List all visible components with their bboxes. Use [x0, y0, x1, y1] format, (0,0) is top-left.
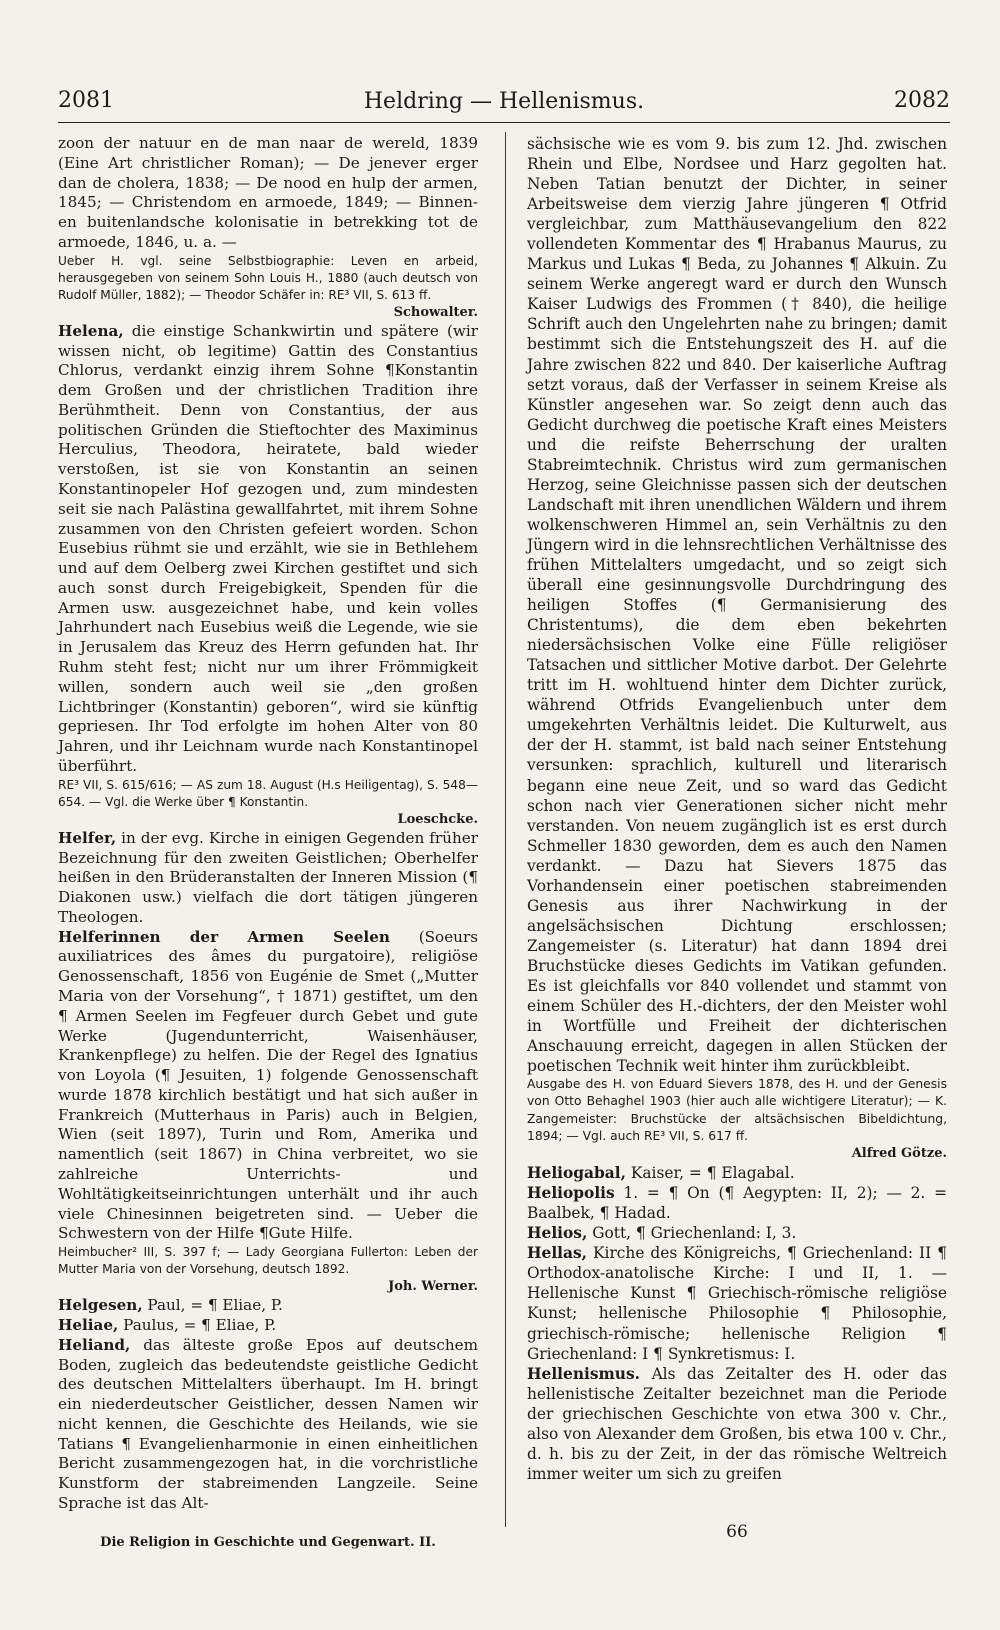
- bibliography-note: Heimbucher² III, S. 397 f; — Lady Georgiana Fullerton: Leben der Mutter Maria von der Vorsehung, deutsch 1892.: [58, 1245, 478, 1277]
- bibliography-note: RE³ VII, S. 615/616; — AS zum 18. August (H.s Heiligentag), S. 548—654. — Vgl. die Werke über ¶ Konstantin.: [58, 777, 478, 809]
- page-number-left: 2081: [58, 88, 114, 113]
- entry-text: 1. = ¶ On (¶ Aegypten: II, 2); — 2. = Baalbek, ¶ Hadad.: [527, 1184, 947, 1223]
- entry-headword: Heliopolis: [527, 1184, 615, 1203]
- entry-text: in der evg. Kirche in einigen Gegenden früher Bezeichnung für den zweiten Geistlichen; Oberhelfer heißen in den Brüderanstalten der Inneren Mission (¶ Diakonen usw.) vielfach die dort tätigen jüngeren Theologen.: [58, 828, 478, 926]
- column-divider: [505, 132, 506, 1527]
- body-text: zoon der natuur en de man naar de wereld, 1839 (Eine Art christlicher Roman); — De jenever erger dan de cholera, 1838; — De nood en hulp der armen, 1845; — Christendom en armoede, 1849; — Binnen- en buitenlandsche kolonisatie in betrekking tot de armoede, 1846, u. a. —: [58, 134, 478, 251]
- author-signature: Alfred Götze.: [851, 1146, 947, 1162]
- bibliography-note: Ueber H. vgl. seine Selbstbiographie: Leven en arbeid, herausgegeben von seinem Sohn Louis H., 1880 (auch deutsch von Rudolf Müller, 1882); — Theodor Schäfer in: RE³ VII, S. 613 ff.: [58, 253, 478, 302]
- author-signature: Loeschcke.: [397, 811, 478, 827]
- entry-headword: Helferinnen der Armen Seelen: [58, 927, 390, 946]
- page-header: [58, 88, 950, 123]
- right-column: [527, 134, 947, 1484]
- entry-text: das älteste große Epos auf deutschem Boden, zugleich das bedeutendste geistliche Gedicht des deutschen Mittelalters überhaupt. Im H. bringt ein niederdeutscher Geistlicher, dessen Namen wir nicht kennen, die Geschichte des Heilands, wie sie Tatians ¶ Evangelienharmonie in einen einheitlichen Bericht zusammengezogen hat, in die vorchristliche Kunstform der stabreimenden Langzeile. Seine Sprache ist das Alt-: [58, 1335, 478, 1512]
- entry-text: Gott, ¶ Griechenland: I, 3.: [587, 1224, 797, 1243]
- lexicon-entry: [58, 928, 478, 1245]
- entry-text: Paul, = ¶ Eliae, P.: [142, 1296, 283, 1315]
- entry-text: Paulus, = ¶ Eliae, P.: [118, 1315, 277, 1334]
- entry-text: Kirche des Königreichs, ¶ Griechenland: II ¶ Orthodox-anatolische Kirche: I und II, 1. — Hellenische Kunst ¶ Griechisch-römische religiöse Kunst; hellenische Philosophie ¶ Philosophie, griechisch-römische; hellenische Religion ¶ Griechenland: I ¶ Synkretismus: I.: [527, 1244, 947, 1363]
- entry-headword: Helios,: [527, 1224, 588, 1243]
- entry-headword: Hellenismus.: [527, 1364, 641, 1383]
- entry-text: Kaiser, = ¶ Elagabal.: [625, 1164, 795, 1183]
- entry-headword: Helgesen,: [58, 1296, 143, 1315]
- author-signature: Joh. Werner.: [388, 1279, 478, 1295]
- footer-running-title: Die Religion in Geschichte und Gegenwart. II.: [100, 1535, 436, 1550]
- entry-text: Als das Zeitalter des H. oder das hellenistische Zeitalter bezeichnet man die Periode der griechischen Geschichte von etwa 300 v. Chr., also von Alexander dem Großen, bis etwa 100 v. Chr., d. h. bis zu der Zeit, in der das römische Weltreich immer weiter um sich zu greifen: [527, 1364, 947, 1483]
- bibliography-note: Ausgabe des H. von Eduard Sievers 1878, des H. und der Genesis von Otto Behaghel 1903 (hier auch alle wichtigere Literatur); — K. Zangemeister: Bruchstücke der altsächsischen Bibeldichtung, 1894; — Vgl. auch RE³ VII, S. 617 ff.: [527, 1077, 947, 1143]
- lexicon-entry: [58, 1296, 478, 1316]
- entry-headword: Heliae,: [58, 1315, 119, 1334]
- lexicon-entry: [527, 1243, 947, 1363]
- sheet-number: 66: [726, 1522, 748, 1542]
- lexicon-entry: [58, 322, 478, 777]
- entry-text: die einstige Schankwirtin und spätere (wir wissen nicht, ob legitime) Gattin des Constantius Chlorus, verdankt einzig ihrem Sohne ¶Konstantin dem Großen und der christlichen Tradition ihre Berühmtheit. Denn von Constantius, der aus politischen Gründen die Stieftochter des Maximinus Herculius, Theodora, heiratete, bald wieder verstoßen, ist sie von Konstantin an seinen Konstantinopeler Hof gezogen und, zum mindesten seit sie nach Palästina gewallfahrtet, mit ihrem Sohne zusammen von den Christen gefeiert worden. Schon Eusebius rühmt sie und erzählt, wie sie in Bethlehem und auf dem Oelberg zwei Kirchen gestiftet und sich auch sonst durch Freigebigkeit, Spenden für die Armen usw. ausgezeichnet habe, und kein volles Jahrhundert nach Eusebius weiß die Legende, wie sie in Jerusalem das Kreuz des Herrn gefunden hat. Ihr Ruhm steht fest; nicht nur um ihrer Frömmigkeit willen, sondern auch weil sie „den großen Lichtbringer (Konstantin) geboren“, wird sie künftig gepriesen. Ihr Tod erfolgte im hohen Alter von 80 Jahren, und ihr Leichnam wurde nach Konstantinopel überführt.: [58, 321, 478, 775]
- entry-headword: Helfer,: [58, 828, 117, 847]
- lexicon-entry: [58, 1336, 478, 1514]
- lexicon-entry: [527, 1183, 947, 1223]
- lexicon-entry: [527, 1364, 947, 1484]
- page-number-right: 2082: [894, 88, 950, 113]
- lexicon-entry: [527, 1223, 947, 1243]
- lexicon-entry: [58, 1316, 478, 1336]
- lexicon-entry: [527, 1163, 947, 1183]
- lexicon-entry: [58, 829, 478, 928]
- entry-headword: Helena,: [58, 321, 124, 340]
- entry-headword: Heliand,: [58, 1335, 131, 1354]
- entry-text: (Soeurs auxiliatrices des âmes du purgatoire), religiöse Genossenschaft, 1856 von Eugénie de Smet („Mutter Maria von der Vorsehung“, † 1871) gestiftet, um den ¶ Armen Seelen im Fegfeuer durch Gebet und gute Werke (Jugendunterricht, Waisenhäuser, Krankenpflege) zu helfen. Die der Regel des Ignatius von Loyola (¶ Jesuiten, 1) folgende Genossenschaft wurde 1878 kirchlich bestätigt und hat sich außer in Frankreich (Mutterhaus in Paris) auch in Belgien, Wien (seit 1897), Turin und Rom, Amerika und namentlich (seit 1867) in China verbreitet, wo sie zahlreiche Unterrichts- und Wohltätigkeitseinrichtungen unterhält und ihr auch viele Chinesinnen beigetreten sind. — Ueber die Schwestern von der Hilfe ¶Gute Hilfe.: [58, 927, 479, 1243]
- body-text: sächsische wie es vom 9. bis zum 12. Jhd. zwischen Rhein und Elbe, Nordsee und Harz gegolten hat. Neben Tatian benutzt der Dichter, in seiner Arbeitsweise dem vierzig Jahre jüngeren ¶ Otfrid vergleichbar, zum Matthäusevangelium den 822 vollendeten Kommentar des ¶ Hrabanus Maurus, zu Markus und Lukas ¶ Beda, zu Johannes ¶ Alkuin. Zu seinem Werke angeregt ward er durch den Wunsch Kaiser Ludwigs des Frommen († 840), die heilige Schrift auch den Ungelehrten nahe zu bringen; damit bestimmt sich die Entstehungszeit des H. auf die Jahre zwischen 822 und 840. Der kaiserliche Auftrag setzt voraus, daß der Verfasser in seinem Kreise als Künstler angesehen war. So zeigt denn auch das Gedicht durchweg die poetische Kraft eines Meisters und die reifste Beherrschung der uralten Stabreimtechnik. Christus wird zum germanischen Herzog, seine Gleichnisse passen sich der deutschen Landschaft mit ihren unendlichen Wäldern und ihrem wolkenschweren Himmel an, sein Verhältnis zu den Jüngern wird in die lehnsrechtlichen Verhältnisse des frühen Mittelalters umgedacht, und so zeigt sich überall eine gesinnungsvolle Durchdringung des heiligen Stoffes (¶ Germanisierung des Christentums), die dem eben bekehrten niedersächsischen Volke eine Fülle religiöser Tatsachen und sittlicher Motive darbot. Der Gelehrte tritt im H. wohltuend hinter dem Dichter zurück, während Otfrids Evangelienbuch unter dem umgekehrten Verhältnis leidet. Die Kulturwelt, aus der der H. stammt, ist bald nach seiner Entstehung versunken: sprachlich, kulturell und literarisch begann eine neue Zeit, und so ward das Gedicht schon nach vier Generationen sicher nicht mehr verstanden. Von neuem zugänglich ist es erst durch Schmeller 1830 geworden, dem es auch den Namen verdankt. — Dazu hat Sievers 1875 das Vorhandensein einer poetischen stabreimenden Genesis aus ihrer Nachwirkung in der angelsächsischen Dichtung erschlossen; Zangemeister (s. Literatur) hat dann 1894 drei Bruchstücke dieses Gedichts im Vatikan gefunden. Es ist gleichfalls vor 840 vollendet und stammt von einem Schüler des H.-dichters, der den Meister wohl in Wortfülle und Freiheit der dichterischen Anschauung erreicht, dagegen in allen Stücken der poetischen Technik weit hinter ihm zurückbleibt.: [527, 135, 947, 1076]
- author-signature: Schowalter.: [393, 304, 478, 320]
- running-head: Heldring — Hellenismus.: [363, 89, 645, 114]
- entry-headword: Hellas,: [527, 1244, 588, 1263]
- left-column: [58, 134, 478, 1514]
- entry-headword: Heliogabal,: [527, 1164, 626, 1183]
